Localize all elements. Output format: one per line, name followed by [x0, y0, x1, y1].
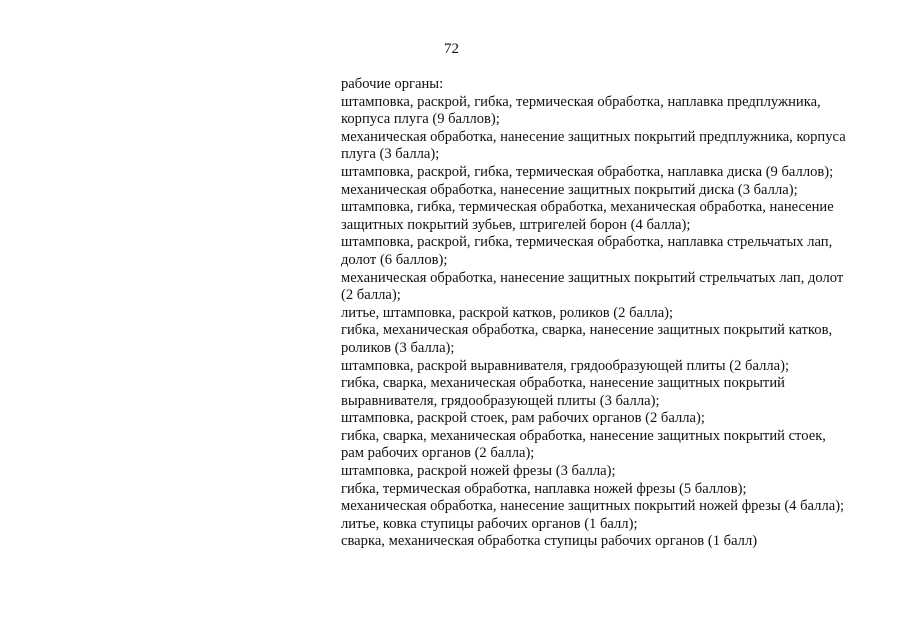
text-line: защитных покрытий зубьев, штригелей борон (4 балла);	[341, 216, 691, 233]
text-line: штамповка, раскрой выравнивателя, грядообразующей плиты (2 балла);	[341, 357, 790, 374]
text-line: механическая обработка, нанесение защитных покрытий предплужника, корпуса	[341, 128, 846, 145]
text-line: плуга (3 балла);	[341, 146, 440, 163]
text-line: штамповка, раскрой ножей фрезы (3 балла);	[341, 463, 616, 480]
text-line: долот (6 баллов);	[341, 251, 448, 268]
text-line: корпуса плуга (9 баллов);	[341, 111, 500, 128]
text-line: (2 балла);	[341, 287, 401, 304]
document-body	[341, 76, 881, 551]
text-line: рам рабочих органов (2 балла);	[341, 445, 535, 462]
text-line: гибка, механическая обработка, сварка, нанесение защитных покрытий катков,	[341, 322, 833, 339]
text-line: штамповка, раскрой, гибка, термическая обработка, наплавка стрельчатых лап,	[341, 234, 833, 251]
text-line: гибка, сварка, механическая обработка, нанесение защитных покрытий	[341, 375, 785, 392]
text-line: штамповка, раскрой, гибка, термическая обработка, наплавка предплужника,	[341, 93, 821, 110]
page-number-text: 72	[444, 41, 459, 57]
text-line: гибка, термическая обработка, наплавка ножей фрезы (5 баллов);	[341, 480, 747, 497]
text-line: выравнивателя, грядообразующей плиты (3 балла);	[341, 392, 660, 409]
text-line: штамповка, гибка, термическая обработка, механическая обработка, нанесение	[341, 199, 834, 216]
text-line: роликов (3 балла);	[341, 339, 455, 356]
text-line: штамповка, раскрой стоек, рам рабочих органов (2 балла);	[341, 410, 705, 427]
text-line: гибка, сварка, механическая обработка, нанесение защитных покрытий стоек,	[341, 427, 826, 444]
text-line: сварка, механическая обработка ступицы рабочих органов (1 балл)	[341, 533, 758, 550]
text-line: литье, ковка ступицы рабочих органов (1 балл);	[341, 515, 638, 532]
text-line: механическая обработка, нанесение защитных покрытий диска (3 балла);	[341, 181, 798, 198]
text-line: литье, штамповка, раскрой катков, роликов (2 балла);	[341, 304, 674, 321]
text-line: рабочие органы:	[341, 76, 444, 92]
text-line: штамповка, раскрой, гибка, термическая обработка, наплавка диска (9 баллов);	[341, 163, 834, 180]
text-line: механическая обработка, нанесение защитных покрытий стрельчатых лап, долот	[341, 269, 844, 286]
text-line: механическая обработка, нанесение защитных покрытий ножей фрезы (4 балла);	[341, 498, 845, 515]
page-number	[0, 40, 905, 58]
